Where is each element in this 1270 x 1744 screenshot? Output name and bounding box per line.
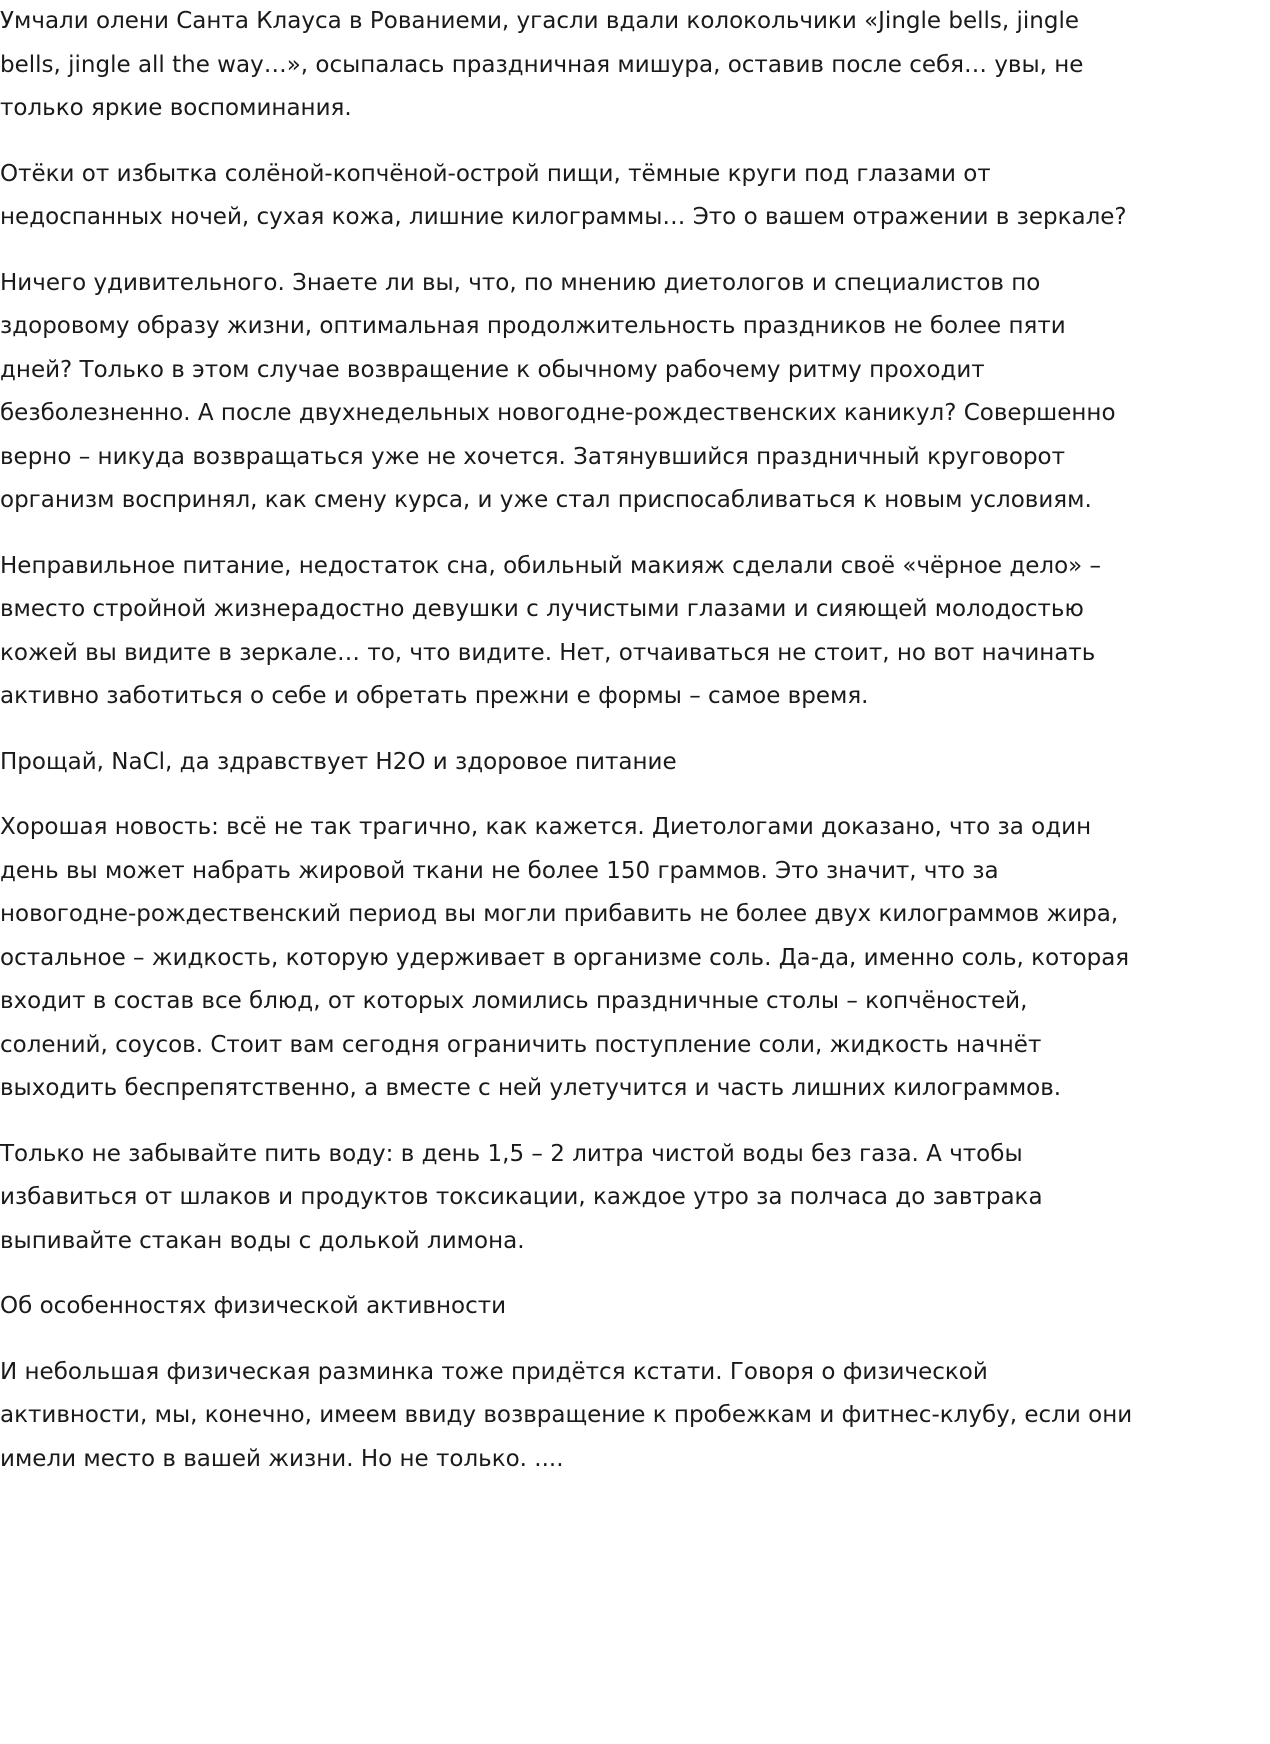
paragraph-good-news: Хорошая новость: всё не так трагично, как кажется. Диетологами доказано, что за один день вы может набрать жировой ткани не более 150 граммов. Это значит, что за новогодне-рождественский период вы могли прибавить не более двух килограммов жира, остальное – жидкость, которую удерживает в организме соль. Да-да, именно соль, которая входит в состав все блюд, от которых ломились праздничные столы – копчёностей, солений, соусов. Стоит вам сегодня ограничить поступление соли, жидкость начнёт выходить беспрепятственно, а вместе с ней улетучится и часть лишних килограммов. <box>0 814 1130 1101</box>
section-heading-activity: Об особенностях физической активности <box>0 1293 507 1319</box>
section-heading-nutrition: Прощай, NaCl, да здравствует H2O и здоровое питание <box>0 748 677 775</box>
paragraph-consequences: Неправильное питание, недостаток сна, обильный макияж сделали своё «чёрное дело» – вместо стройной жизнерадостно девушки с лучистыми глазами и сияющей молодостью кожей вы видите в зеркале… то, что видите. Нет, отчаиваться не стоит, но вот начинать активно заботиться о себе и обретать прежни е формы – самое время. <box>0 552 1102 709</box>
paragraph-exercise: И небольшая физическая разминка тоже придётся кстати. Говоря о физической активности, мы, конечно, имеем ввиду возвращение к пробежкам и фитнес-клубу, если они имели место в вашей жизни. Но не только. .... <box>0 1358 1133 1472</box>
paragraph-water: Только не забывайте пить воду: в день 1,5 – 2 литра чистой воды без газа. А чтобы избавиться от шлаков и продуктов токсикации, каждое утро за полчаса до завтрака выпивайте стакан воды с долькой лимона. <box>0 1140 1043 1254</box>
paragraph-holidays: Ничего удивительного. Знаете ли вы, что, по мнению диетологов и специалистов по здоровому образу жизни, оптимальная продолжительность праздников не более пяти дней? Только в этом случае возвращение к обычному рабочему ритму проходит безболезненно. А после двухнедельных новогодне-рождественских каникул? Совершенно верно – никуда возвращаться уже не хочется. Затянувшийся праздничный круговорот организм воспринял, как смену курса, и уже стал приспосабливаться к новым условиям. <box>0 269 1116 513</box>
paragraph-intro: Умчали олени Санта Клауса в Рованиеми, угасли вдали колокольчики «Jingle bells, jingle bells, jingle all the way…», осыпалась праздничная мишура, оставив после себя… увы, не только яркие воспоминания. <box>0 8 1084 121</box>
paragraph-reflection: Отёки от избытка солёной-копчёной-острой пищи, тёмные круги под глазами от недоспанных ночей, сухая кожа, лишние килограммы… Это о вашем отражении в зеркале? <box>0 160 1127 230</box>
